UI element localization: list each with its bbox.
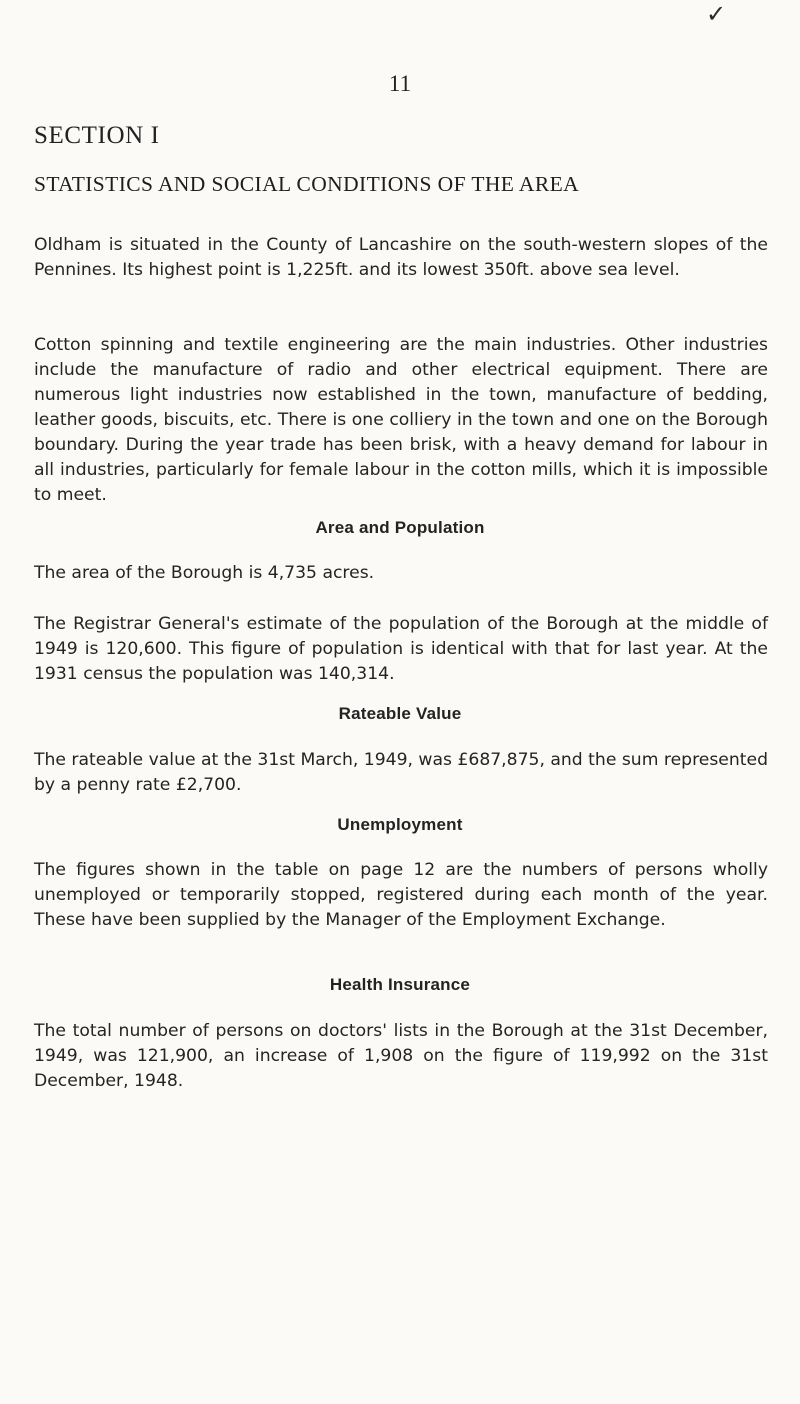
area-paragraph: The area of the Borough is 4,735 acres. (34, 563, 375, 583)
page-title: STATISTICS AND SOCIAL CONDITIONS OF THE AREA (34, 172, 580, 196)
health-insurance-paragraph: The total number of persons on doctors' lists in the Borough at the 31st December, 1949, was 121,900, an increase of 1,908 on the figure of 119,992 on the 31st December, 1948. (34, 1021, 768, 1091)
industries-paragraph: Cotton spinning and textile engineering are the main industries. Other industries include the manufacture of radio and other electrical equipment. There are numerous light industries now established in the town, manufacture of bedding, leather goods, biscuits, etc. There is one colliery in the town and one on the Borough boundary. During the year trade has been brisk, with a heavy demand for labour in all industries, particularly for female labour in the cotton mills, which it is impossible to meet. (34, 335, 768, 505)
page-number: 11 (388, 71, 412, 96)
intro-paragraph: Oldham is situated in the County of Lancashire on the south-western slopes of the Pennines. Its highest point is 1,225ft. and its lowest 350ft. above sea level. (34, 235, 768, 280)
unemployment-paragraph: The figures shown in the table on page 12 are the numbers of persons wholly unemployed or temporarily stopped, registered during each month of the year. These have been supplied by the Manager of the Employment Exchange. (34, 860, 768, 930)
rateable-value-paragraph: The rateable value at the 31st March, 1949, was £687,875, and the sum represented by a penny rate £2,700. (34, 750, 768, 795)
unemployment-heading: Unemployment (337, 815, 463, 834)
population-paragraph: The Registrar General's estimate of the population of the Borough at the middle of 1949 is 120,600. This figure of population is identical with that for last year. At the 1931 census the population was 140,314. (34, 614, 768, 684)
section-title: SECTION I (34, 122, 160, 149)
health-insurance-heading: Health Insurance (329, 975, 471, 994)
rateable-value-heading: Rateable Value (338, 704, 462, 723)
area-population-heading: Area and Population (315, 518, 485, 537)
check-mark-annotation: ✓ (706, 0, 727, 28)
